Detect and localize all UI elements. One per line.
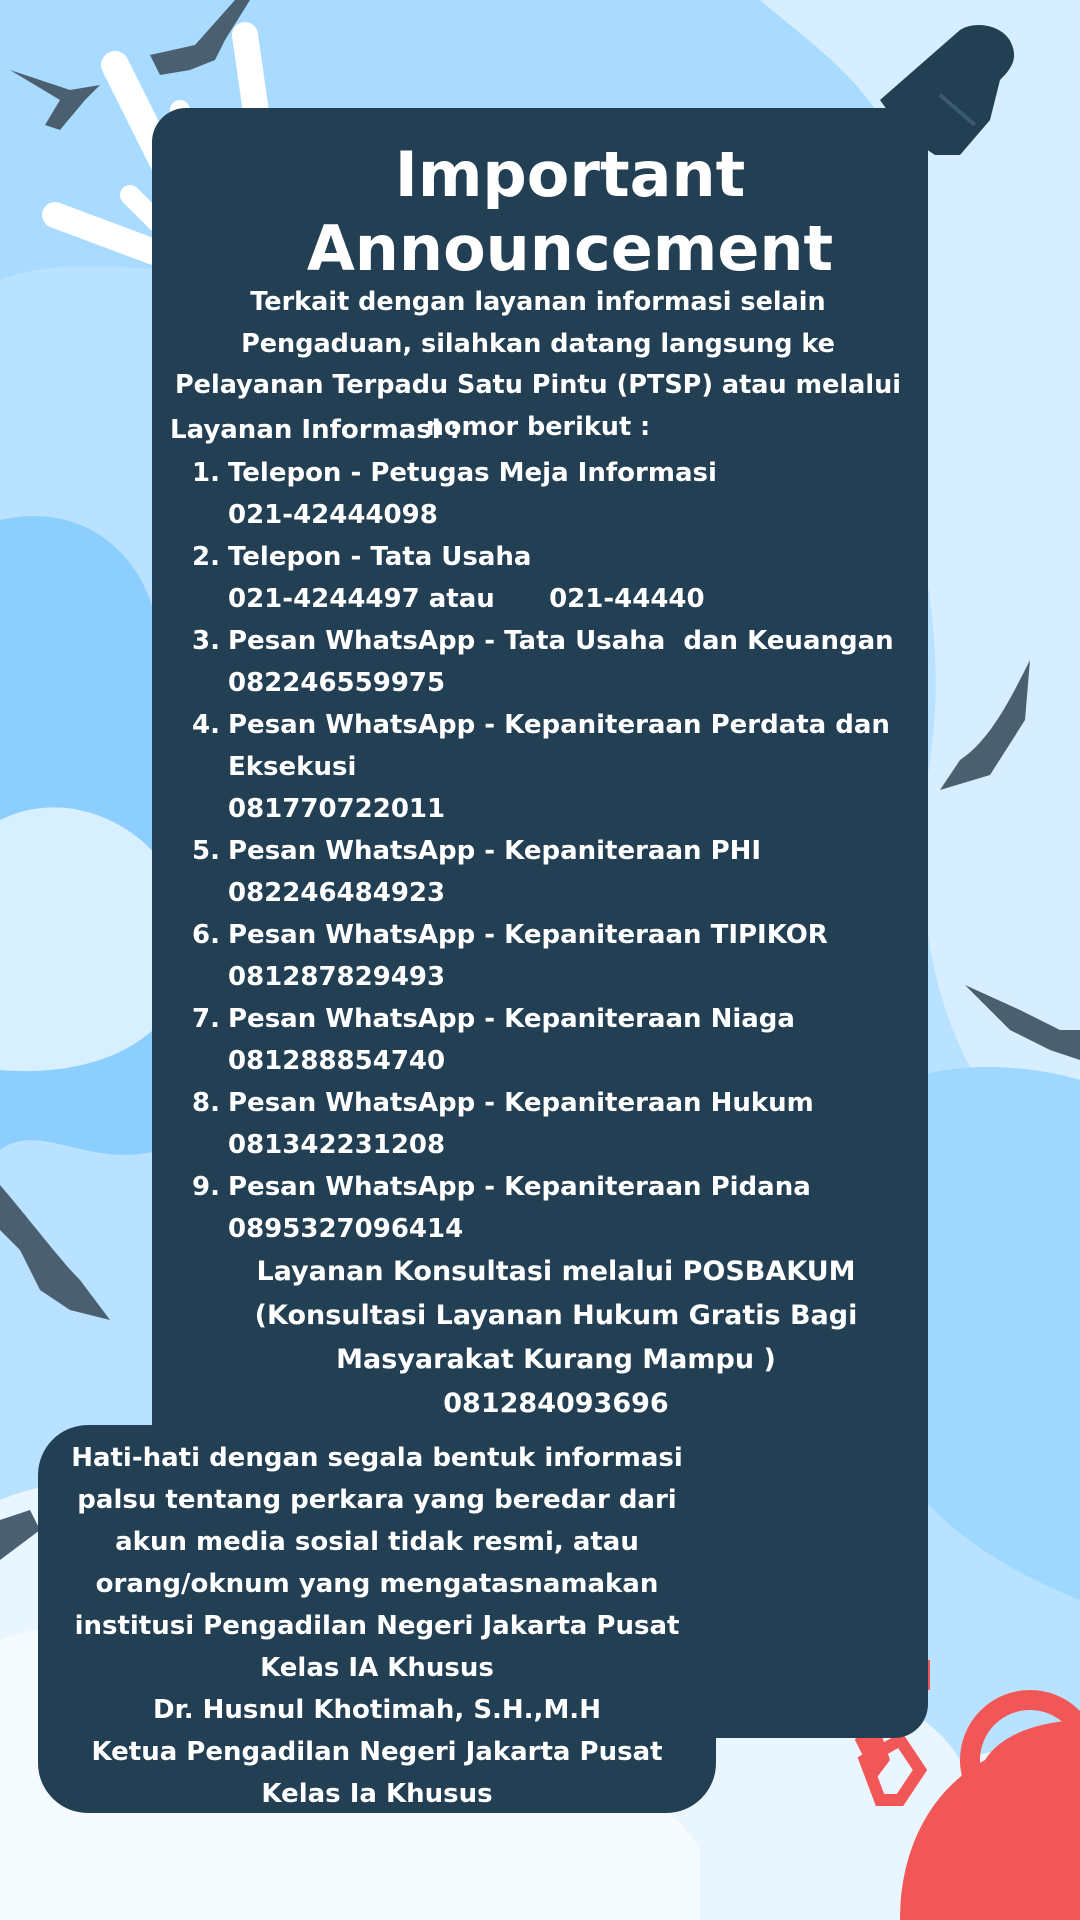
list-item bbox=[186, 704, 906, 830]
list-item-phone: 081342231208 bbox=[228, 1130, 446, 1160]
list-item-phone: 021-42444098 bbox=[228, 500, 438, 530]
list-item bbox=[186, 452, 906, 536]
list-item-label: Pesan WhatsApp - Kepaniteraan Niaga bbox=[228, 1004, 795, 1034]
list-item-number: 7. bbox=[192, 1004, 220, 1034]
list-item-label: Pesan WhatsApp - Tata Usaha dan Keuangan bbox=[228, 626, 894, 656]
list-item-phone: 0895327096414 bbox=[228, 1214, 464, 1244]
list-item-number: 1. bbox=[192, 458, 220, 488]
list-item bbox=[186, 914, 906, 998]
list-item-phone: 082246484923 bbox=[228, 878, 446, 908]
warning-text: Hati-hati dengan segala bentuk informasi palsu tentang perkara yang beredar dari akun media sosial tidak resmi, atau orang/oknum yang mengatasnamakan institusi Pengadilan Negeri Jakarta Pusat Kelas IA Khusus bbox=[71, 1443, 683, 1683]
list-item-phone: 081770722011 bbox=[228, 794, 446, 824]
list-item bbox=[186, 620, 906, 704]
contact-list bbox=[186, 452, 906, 1250]
intro-text: Terkait dengan layanan informasi selain Pengaduan, silahkan datang langsung ke Pelayanan Terpadu Satu Pintu (PTSP) atau melalui nomor berikut : bbox=[174, 287, 901, 442]
list-item-number: 2. bbox=[192, 542, 220, 572]
list-item bbox=[186, 536, 906, 620]
list-item-number: 3. bbox=[192, 626, 220, 656]
list-item-label: Pesan WhatsApp - Kepaniteraan Perdata dan Eksekusi bbox=[228, 710, 890, 782]
posbakum-line-1: Layanan Konsultasi melalui POSBAKUM bbox=[256, 1256, 856, 1287]
list-item-number: 8. bbox=[192, 1088, 220, 1118]
list-item bbox=[186, 998, 906, 1082]
list-item-number: 9. bbox=[192, 1172, 220, 1202]
list-item-phone: 021-4244497 atau 021-44440 bbox=[228, 584, 705, 614]
list-item-label: Pesan WhatsApp - Kepaniteraan Pidana bbox=[228, 1172, 811, 1202]
posbakum-phone: 081284093696 bbox=[443, 1388, 669, 1419]
posbakum-section bbox=[236, 1250, 876, 1426]
list-item bbox=[186, 1166, 906, 1250]
title-line-2: Announcement bbox=[306, 212, 834, 285]
list-item-label: Telepon - Petugas Meja Informasi bbox=[228, 458, 717, 488]
posbakum-line-2: (Konsultasi Layanan Hukum Gratis Bagi bbox=[254, 1300, 858, 1331]
list-item-label: Pesan WhatsApp - Kepaniteraan TIPIKOR bbox=[228, 920, 828, 950]
list-item bbox=[186, 830, 906, 914]
signature-role-line-1: Ketua Pengadilan Negeri Jakarta Pusat bbox=[91, 1737, 663, 1767]
list-item-phone: 081288854740 bbox=[228, 1046, 446, 1076]
list-item-label: Pesan WhatsApp - Kepaniteraan PHI bbox=[228, 836, 762, 866]
list-item-phone: 082246559975 bbox=[228, 668, 446, 698]
signature-role-line-2: Kelas Ia Khusus bbox=[261, 1779, 493, 1809]
title-line-1: Important bbox=[394, 138, 746, 211]
list-item-phone: 081287829493 bbox=[228, 962, 446, 992]
list-item-number: 5. bbox=[192, 836, 220, 866]
list-item-number: 4. bbox=[192, 710, 220, 740]
page-title bbox=[290, 138, 850, 286]
signature-name: Dr. Husnul Khotimah, S.H.,M.H bbox=[153, 1695, 601, 1725]
list-item-label: Pesan WhatsApp - Kepaniteraan Hukum bbox=[228, 1088, 814, 1118]
layanan-label: Layanan Informasi : bbox=[170, 415, 461, 445]
list-item-label: Telepon - Tata Usaha bbox=[228, 542, 532, 572]
list-item-number: 6. bbox=[192, 920, 220, 950]
posbakum-line-3: Masyarakat Kurang Mampu ) bbox=[336, 1344, 776, 1375]
list-item bbox=[186, 1082, 906, 1166]
signature-block bbox=[44, 1689, 710, 1815]
